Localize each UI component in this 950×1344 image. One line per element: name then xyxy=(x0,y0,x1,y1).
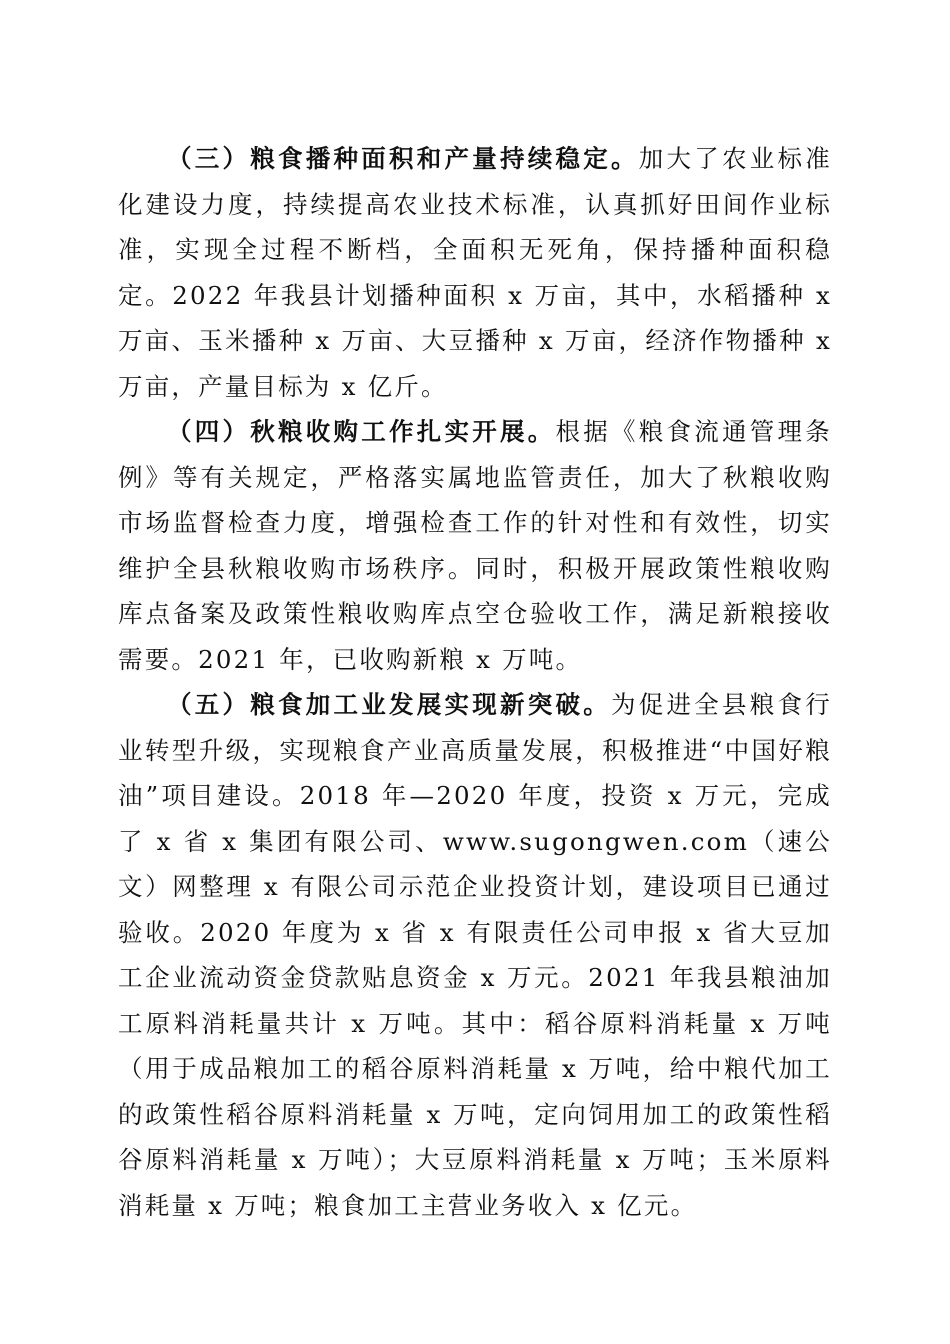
paragraph-text: 根据《粮食流通管理条例》等有关规定，严格落实属地监管责任，加大了秋粮收购市场监督检查力度，增强检查工作的针对性和有效性，切实维护全县秋粮收购市场秩序。同时，积极开展政策性粮收购库点备案及政策性粮收购库点空仓验收工作，满足新粮接收需要。2021 年，已收购新粮 x 万吨。 xyxy=(118,417,832,674)
section-heading-4: （四）秋粮收购工作扎实开展。 xyxy=(167,417,556,446)
section-heading-3: （三）粮食播种面积和产量持续稳定。 xyxy=(167,144,639,173)
paragraph-grain-processing xyxy=(118,682,832,1228)
document-body xyxy=(118,136,832,1228)
paragraph-grain-sowing xyxy=(118,136,832,409)
section-heading-5: （五）粮食加工业发展实现新突破。 xyxy=(167,690,612,719)
paragraph-text: 为促进全县粮食行业转型升级，实现粮食产业高质量发展，积极推进“中国好粮油”项目建设。2018 年—2020 年度，投资 x 万元，完成了 x 省 x 集团有限公司、www.sugongwen.com（速公文）网整理 x 有限公司示范企业投资计划，建设项目已通过验收。2020 年度为 x 省 x 有限责任公司申报 x 省大豆加工企业流动资金贷款贴息资金 x 万元。2021 年我县粮油加工原料消耗量共计 x 万吨。其中：稻谷原料消耗量 x 万吨（用于成品粮加工的稻谷原料消耗量 x 万吨，给中粮代加工的政策性稻谷原料消耗量 x 万吨，定向饲用加工的政策性稻谷原料消耗量 x 万吨）；大豆原料消耗量 x 万吨；玉米原料消耗量 x 万吨；粮食加工主营业务收入 x 亿元。 xyxy=(118,690,832,1220)
paragraph-text: 加大了农业标准化建设力度，持续提高农业技术标准，认真抓好田间作业标准，实现全过程不断档，全面积无死角，保持播种面积稳定。2022 年我县计划播种面积 x 万亩，其中，水稻播种 x 万亩、玉米播种 x 万亩、大豆播种 x 万亩，经济作物播种 x 万亩，产量目标为 x 亿斤。 xyxy=(118,144,832,401)
paragraph-autumn-purchase xyxy=(118,409,832,682)
